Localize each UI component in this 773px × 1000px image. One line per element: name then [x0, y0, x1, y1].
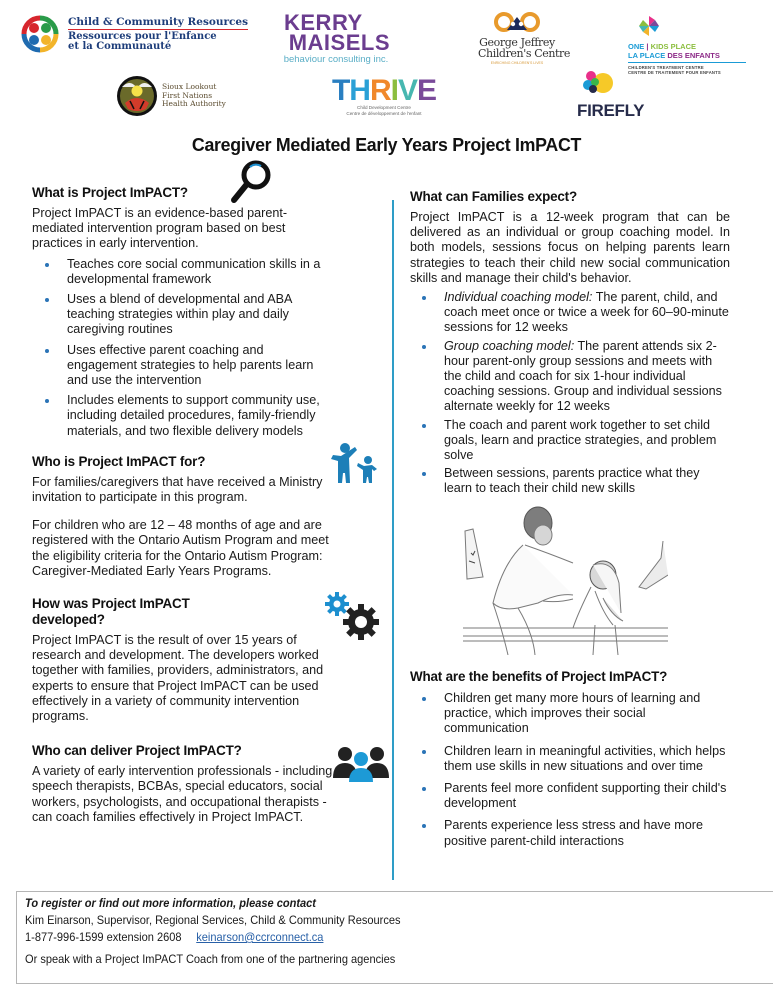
george-jeffrey-logo: [478, 12, 570, 65]
who-for-para-2: For children who are 12 – 48 months of age and are registered with the Ontario Autism Program and meet the eligibility criteria for the Ontario Autism Program: Caregiver-Mediated Early Years Programs.: [32, 518, 329, 578]
section-what-is: [32, 184, 336, 439]
bullet-text: The coach and parent work together to set child goals, learn and practice strategies, and problem solve: [444, 417, 717, 463]
list-item: Uses a blend of developmental and ABA teaching strategies within play and daily caregiving routines: [32, 292, 336, 338]
ccr-circles-icon: [18, 12, 62, 56]
sioux-lookout-logo: [116, 75, 226, 117]
okp-tagline-en: CHILDREN'S TREATMENT CENTRE: [628, 65, 704, 70]
heading-who-for: Who is Project ImPACT for?: [32, 452, 206, 469]
okp-rule: [628, 62, 746, 63]
ccr-name-en: Child & Community Resources: [68, 16, 249, 28]
contact-heading: To register or find out more information, please contact: [25, 896, 316, 910]
heading-what-is: What is Project ImPACT?: [32, 184, 188, 200]
gj-name-1: George Jeffrey: [479, 36, 555, 49]
parent-child-coaching-illustration: [463, 503, 668, 655]
thrive-sub-en: Child Development Centre: [357, 105, 411, 110]
contact-phone: 1-877-996-1599 extension 2608: [25, 930, 182, 944]
okp-des-enfants: DES ENFANTS: [667, 51, 720, 60]
what-is-bullets: [32, 257, 336, 439]
gj-tagline: ENRICHING CHILDREN'S LIVES: [490, 61, 544, 65]
list-item: [410, 466, 730, 496]
list-item: Includes elements to support community use, including detailed procedures, family-friendly materials, and two flexible delivery models: [32, 393, 336, 439]
list-item: [410, 339, 730, 415]
column-divider: [392, 200, 394, 880]
contact-person: Kim Einarson, Supervisor, Regional Services, Child & Community Resources: [25, 913, 401, 927]
heading-who-deliver: Who can deliver Project ImPACT?: [32, 742, 242, 759]
bullet-text: The parent, child, and coach meet once or twice a week for 60–90-minute sessions for 12 weeks: [444, 290, 729, 335]
benefits-bullets: [410, 691, 730, 849]
okp-la-place: LA PLACE: [628, 51, 666, 60]
ccr-name-fr-2: et la Communauté: [68, 41, 172, 52]
right-column-benefits: [410, 668, 730, 849]
page-title: Caregiver Mediated Early Years Project ImPACT: [191, 134, 582, 155]
list-item: Children learn in meaningful activities, which helps them use skills in new situations and over time: [410, 744, 730, 774]
firefly-wordmark: FIREFLY: [577, 101, 645, 120]
thrive-sub-fr: Centre de développement de l'enfant: [346, 111, 422, 116]
slfn-name-3: Health Authority: [162, 99, 226, 109]
contact-alternative: Or speak with a Project ImPACT Coach from one of the partnering agencies: [25, 952, 396, 966]
one-kids-place-logo: ONE | KIDS PLACE LA PLACE DES ENFANTS CHILDREN'S TREATMENT CENTRE CENTRE DE TRAITEMENT POUR ENFANTS: [628, 15, 746, 75]
bullet-text: Between sessions, parents practice what they learn to teach their child new skills: [444, 466, 700, 496]
left-column: [32, 184, 336, 825]
who-deliver-para: A variety of early intervention professionals - including speech therapists, BCBAs, special educators, social workers, psychologists, and occupational therapists - can coach families effectively in Project ImPACT.: [32, 764, 333, 824]
okp-kids-place: KIDS PLACE: [650, 42, 696, 51]
how-developed-para: Project ImPACT is the result of over 15 years of research and development. The developers worked together with families, providers, administrators, and experts to ensure that Project ImPACT can be used effectively in a variety of community intervention programs.: [32, 633, 324, 724]
heading-how-developed: How was Project ImPACT developed?: [32, 595, 190, 628]
list-item: Teaches core social communication skills in a developmental framework: [32, 257, 336, 287]
okp-tagline-fr: CENTRE DE TRAITEMENT POUR ENFANTS: [628, 70, 721, 75]
maisels-text: MAISELS: [288, 30, 390, 55]
group-people-icon: [333, 746, 389, 782]
firefly-logo: [577, 70, 644, 121]
pinwheel-icon: [638, 15, 660, 37]
section-benefits: [410, 668, 730, 849]
contact-box: [16, 891, 773, 984]
list-item: Children get many more hours of learning and practice, which improves their social communication: [410, 691, 730, 737]
bullet-lead: Individual coaching model:: [444, 290, 593, 305]
list-item: Uses effective parent coaching and engagement strategies to help parents learn and use the intervention: [32, 343, 336, 389]
parent-child-icon: [328, 443, 380, 485]
gears-icon: [325, 592, 381, 640]
kerry-maisels-logo: [282, 10, 390, 65]
bullet-text: The parent attends six 2-hour parent-only group sessions and meets with the child and coach for six 1-hour individual coaching sessions. Group and individual sessions alternate weekly for 12 weeks: [444, 338, 722, 414]
contact-email-link[interactable]: keinarson@ccrconnect.ca: [196, 930, 324, 944]
okp-one: ONE: [628, 42, 645, 51]
section-families-expect: [410, 188, 730, 497]
ccr-name-fr-1: Ressources pour l'Enfance: [68, 31, 217, 42]
who-for-para-1: For families/caregivers that have received a Ministry invitation to participate in this program.: [32, 474, 323, 505]
slfn-name-1: Sioux Lookout: [162, 82, 217, 92]
right-column: [410, 188, 730, 497]
ccr-logo: [18, 12, 248, 56]
section-how-developed: [32, 595, 336, 724]
kerry-tagline: behaviour consulting inc.: [283, 54, 389, 65]
contact-phone-row: [25, 929, 708, 946]
families-expect-intro: Project ImPACT is a 12-week program that can be delivered as an individual or group coaching model. In both models, sessions focus on helping parents learn strategies to teach their child new social communication skills and manage their child's behavior.: [410, 210, 730, 285]
thrive-wordmark: THRIVE: [331, 74, 437, 107]
thrive-logo: [330, 74, 438, 117]
what-is-intro: Project ImPACT is an evidence-based parent-mediated intervention program based on best practices in early intervention.: [32, 206, 288, 251]
list-item: Parents feel more confident supporting their child's development: [410, 781, 730, 811]
kerry-text: KERRY: [284, 10, 363, 35]
list-item: [410, 290, 730, 336]
heading-families-expect: What can Families expect?: [410, 188, 577, 204]
list-item: Parents experience less stress and have more positive parent-child interactions: [410, 818, 730, 848]
sioux-lookout-emblem-icon: [116, 75, 158, 117]
section-who-deliver: [32, 742, 336, 825]
george-jeffrey-house-icon: [492, 12, 542, 32]
magnifier-icon: [228, 158, 274, 206]
slfn-name-2: First Nations: [162, 90, 213, 100]
list-item: [410, 418, 730, 464]
bullet-lead: Group coaching model:: [444, 338, 575, 353]
section-who-for: [32, 453, 336, 579]
families-expect-bullets: [410, 290, 730, 497]
firefly-circles-icon: [581, 70, 615, 94]
heading-benefits: What are the benefits of Project ImPACT?: [410, 668, 668, 684]
gj-name-2: Children's Centre: [478, 47, 570, 60]
